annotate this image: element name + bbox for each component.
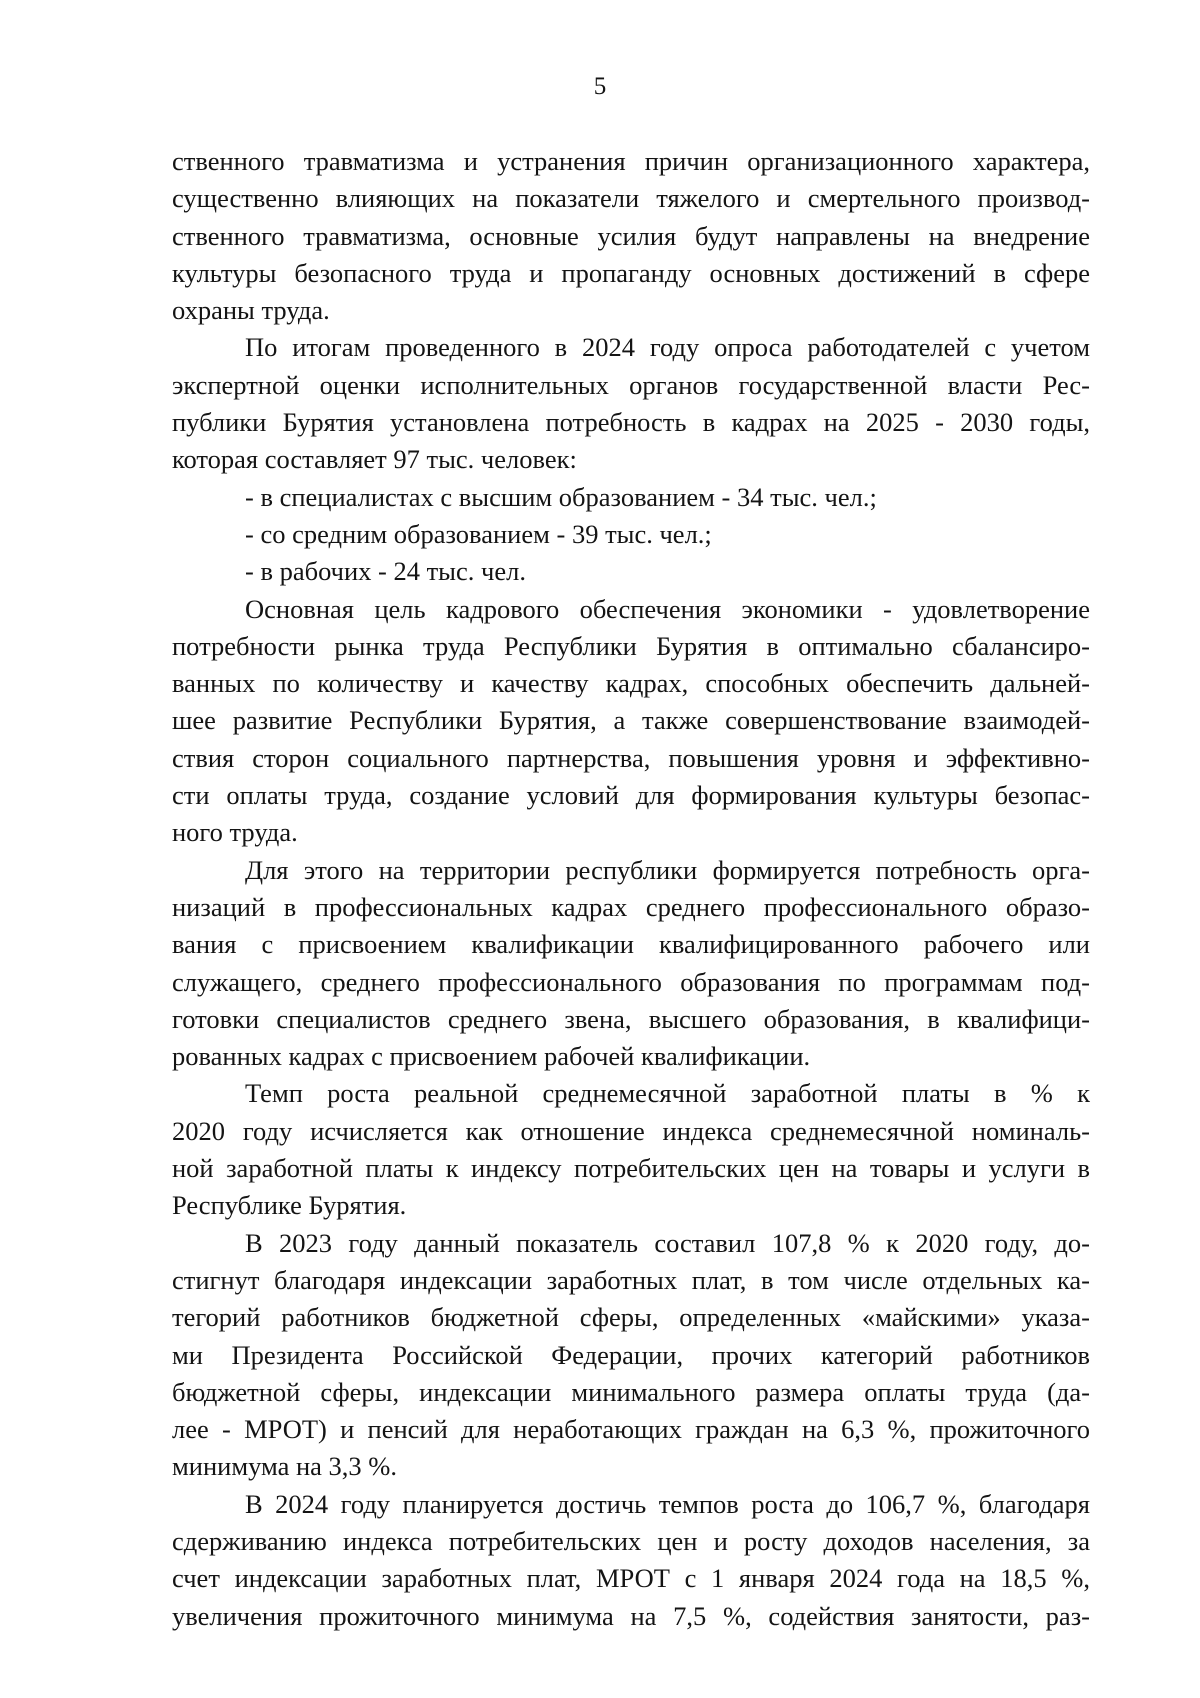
text-line: низаций в профессиональных кадрах среднего профессионального образо- [172, 891, 1090, 922]
paragraph [172, 553, 1090, 590]
text-line: вания с присвоением квалификации квалифицированного рабочего или [172, 929, 1090, 960]
text-line: сти оплаты труда, создание условий для формирования культуры безопас- [172, 780, 1090, 811]
text-line: В 2023 году данный показатель составил 107,8 % к 2020 году, до- [245, 1227, 1090, 1258]
text-line: ственного травматизма, основные усилия будут направлены на внедрение [172, 220, 1090, 251]
text-line: тегорий работников бюджетной сферы, определенных «майскими» указа- [172, 1302, 1090, 1333]
paragraph [172, 1075, 1090, 1224]
text-line: потребности рынка труда Республики Бурятия в оптимально сбалансиро- [172, 630, 1090, 661]
text-line: которая составляет 97 тыс. человек: [172, 444, 577, 475]
paragraph [172, 591, 1090, 852]
document-body [172, 143, 1090, 1635]
text-line: ствия сторон социального партнерства, повышения уровня и эффективно- [172, 742, 1090, 773]
text-line: Республике Бурятия. [172, 1190, 407, 1221]
paragraph [172, 1486, 1090, 1635]
text-line: служащего, среднего профессионального образования по программам под- [172, 966, 1090, 997]
text-line: ного труда. [172, 817, 298, 848]
text-line: ми Президента Российской Федерации, прочих категорий работников [172, 1339, 1090, 1370]
text-line: шее развитие Республики Бурятия, а также совершенствование взаимодей- [172, 705, 1090, 736]
text-line: публики Бурятия установлена потребность в кадрах на 2025 - 2030 годы, [172, 407, 1090, 438]
text-line: лее - МРОТ) и пенсий для неработающих граждан на 6,3 %, прожиточного [172, 1414, 1090, 1445]
paragraph [172, 516, 1090, 553]
text-line: Для этого на территории республики формируется потребность орга- [245, 854, 1090, 885]
text-line: бюджетной сферы, индексации минимального размера оплаты труда (да- [172, 1376, 1090, 1407]
text-line: минимума на 3,3 %. [172, 1451, 397, 1482]
text-line: увеличения прожиточного минимума на 7,5 %, содействия занятости, раз- [172, 1600, 1090, 1631]
paragraph [172, 479, 1090, 516]
text-line: ственного травматизма и устранения причин организационного характера, [172, 146, 1090, 176]
paragraph [172, 329, 1090, 478]
text-line: культуры безопасного труда и пропаганду основных достижений в сфере [172, 257, 1090, 288]
text-line: - в специалистах с высшим образованием - 34 тыс. чел.; [245, 481, 877, 512]
text-line: ванных по количеству и качеству кадрах, способных обеспечить дальней- [172, 668, 1090, 699]
text-line: существенно влияющих на показатели тяжелого и смертельного производ- [172, 183, 1090, 214]
text-line: готовки специалистов среднего звена, высшего образования, в квалифици- [172, 1003, 1090, 1034]
text-line: 2020 году исчисляется как отношение индекса среднемесячной номиналь- [172, 1115, 1090, 1146]
text-line: рованных кадрах с присвоением рабочей квалификации. [172, 1041, 811, 1072]
text-line: - в рабочих - 24 тыс. чел. [245, 556, 526, 587]
text-line: - со средним образованием - 39 тыс. чел.; [245, 518, 712, 549]
text-line: ной заработной платы к индексу потребительских цен на товары и услуги в [172, 1153, 1090, 1184]
text-line: В 2024 году планируется достичь темпов роста до 106,7 %, благодаря [245, 1488, 1090, 1519]
text-line: сдерживанию индекса потребительских цен и росту доходов населения, за [172, 1525, 1090, 1556]
text-line: счет индексации заработных плат, МРОТ с 1 января 2024 года на 18,5 %, [172, 1563, 1090, 1594]
text-line: Основная цель кадрового обеспечения экономики - удовлетворение [245, 593, 1090, 624]
text-line: Темп роста реальной среднемесячной заработной платы в % к [245, 1078, 1090, 1109]
paragraph [172, 1225, 1090, 1486]
text-line: охраны труда. [172, 295, 330, 326]
text-line: экспертной оценки исполнительных органов государственной власти Рес- [172, 369, 1090, 400]
text-line: По итогам проведенного в 2024 году опроса работодателей с учетом [245, 332, 1090, 363]
paragraph [172, 852, 1090, 1076]
paragraph [172, 143, 1090, 329]
page-number: 5 [593, 73, 607, 100]
text-line: стигнут благодаря индексации заработных плат, в том числе отдельных ка- [172, 1264, 1090, 1295]
